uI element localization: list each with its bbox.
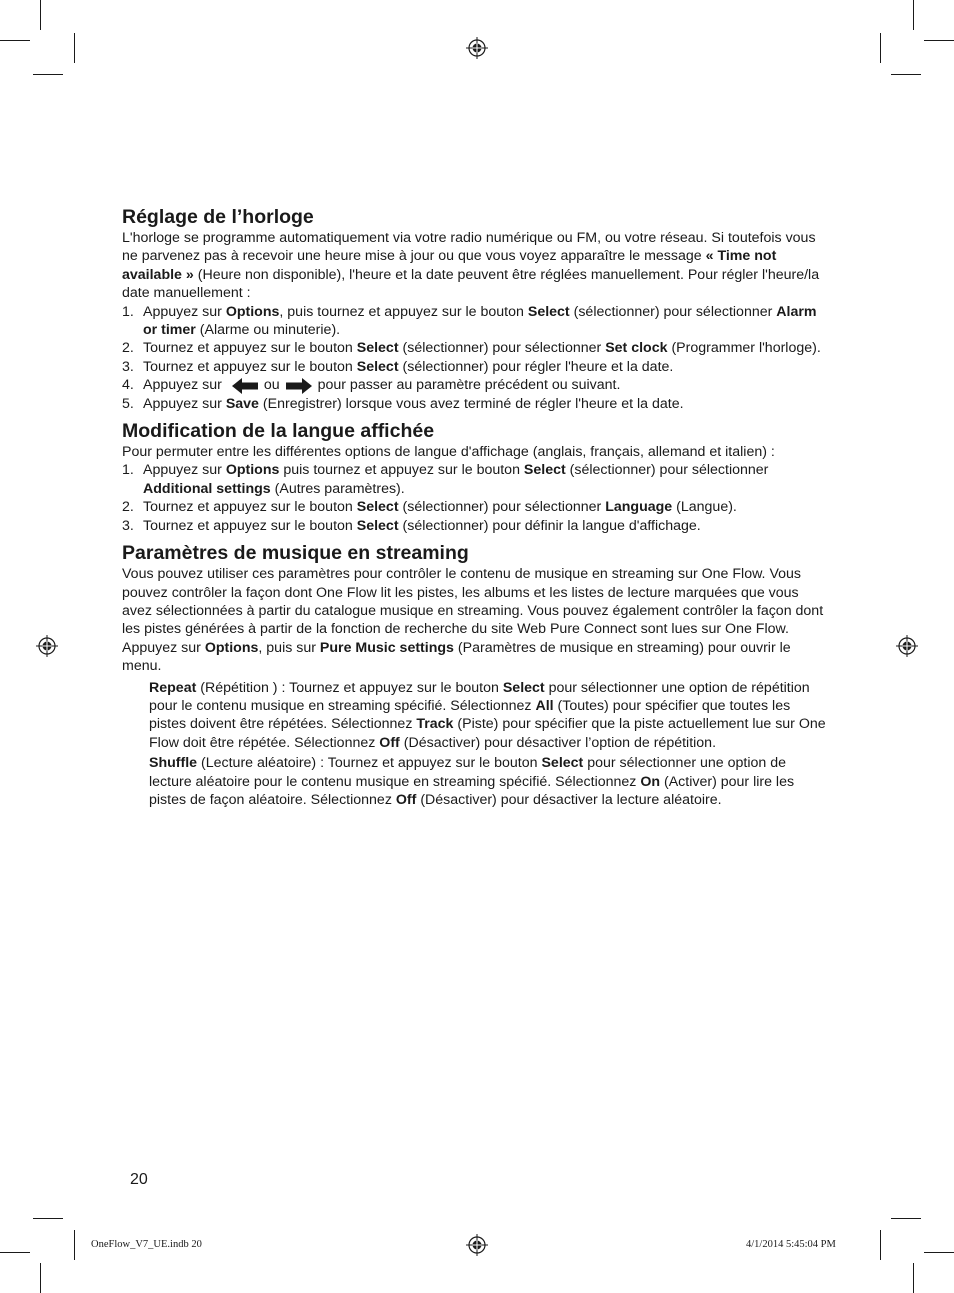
list-number: 3. bbox=[122, 517, 134, 534]
list-item bbox=[122, 303, 830, 340]
list-number: 5. bbox=[122, 395, 134, 412]
text-run: Vous pouvez utiliser ces paramètres pour contrôler le contenu de musique en streaming sur One Flow. Vous pouvez contrôler la façon dont One Flow lit les pistes, les albums et les listes de lecture marquées que vous avez sélectionnées à partir du catalogue musique en streaming. Vous pouvez également contrôler la façon dont les pistes générées à partir de la fonction de recherche du site Web Pure Connect sont lues sur One Flow. Appuyez sur bbox=[122, 566, 824, 656]
section-intro bbox=[122, 565, 830, 675]
list-text bbox=[143, 396, 684, 412]
text-run: puis tournez et appuyez sur le bouton bbox=[279, 462, 524, 479]
crop-mark bbox=[0, 1252, 30, 1253]
text-run: (sélectionner) pour sélectionner bbox=[398, 499, 606, 516]
text-run: Appuyez sur bbox=[143, 377, 226, 394]
section-streaming bbox=[122, 541, 830, 809]
list-text bbox=[143, 462, 768, 496]
crop-mark bbox=[40, 1263, 41, 1293]
arrow-right-icon bbox=[286, 378, 312, 394]
text-run: (sélectionner) pour définir la langue d'affichage. bbox=[398, 517, 701, 534]
page-number: 20 bbox=[130, 1171, 148, 1188]
registration-mark-icon bbox=[466, 37, 488, 59]
bold-term: Options bbox=[204, 639, 259, 656]
section-intro bbox=[122, 443, 830, 461]
bold-term: Off bbox=[379, 734, 400, 751]
list-text bbox=[143, 340, 821, 356]
list-text bbox=[143, 304, 817, 338]
bold-term: Select bbox=[527, 303, 570, 320]
list-item bbox=[122, 339, 830, 357]
crop-mark bbox=[924, 1252, 954, 1253]
text-run: , puis sur bbox=[258, 639, 320, 656]
text-run: (Lecture aléatoire) : Tournez et appuyez sur le bouton bbox=[197, 755, 542, 772]
bold-term: « Time not available » bbox=[122, 248, 777, 283]
list-item bbox=[122, 498, 830, 516]
text-run: (Toutes) pour spécifier que toutes les pistes doivent être répétées. Sélectionnez bbox=[149, 697, 791, 733]
bold-term: Additional settings bbox=[143, 480, 271, 497]
crop-mark bbox=[33, 1218, 63, 1219]
registration-mark-icon bbox=[466, 1234, 488, 1256]
text-run: Appuyez sur bbox=[143, 303, 226, 320]
crop-mark bbox=[0, 40, 30, 41]
list-text bbox=[143, 377, 620, 393]
bold-term: Select bbox=[356, 358, 399, 375]
text-run: Appuyez sur bbox=[143, 462, 226, 479]
repeat-paragraph bbox=[149, 679, 830, 753]
text-run: L'horloge se programme automatiquement via votre radio numérique ou FM, ou votre réseau. Si toutefois vous ne parvenez pas à recevoir une heure mise à jour ou que vous voyez apparaître le message bbox=[122, 230, 816, 265]
text-run: (Enregistrer) lorsque vous avez terminé de régler l'heure et la date. bbox=[258, 395, 684, 412]
text-run: (Langue). bbox=[672, 499, 737, 516]
text-run: (sélectionner) pour régler l'heure et la date. bbox=[398, 358, 674, 375]
section-heading: Modification de la langue affichée bbox=[122, 420, 435, 443]
bold-term: Select bbox=[502, 679, 545, 696]
registration-mark-icon bbox=[36, 635, 58, 657]
list-item bbox=[122, 517, 830, 535]
text-run: (Piste) pour spécifier que la piste actuellement lue sur One Flow doit être répétée. Sélectionnez bbox=[149, 716, 826, 751]
bold-term: Select bbox=[356, 340, 399, 357]
text-run: (Répétition ) : Tournez et appuyez sur le bouton bbox=[196, 679, 503, 696]
text-run: (Autres paramètres). bbox=[270, 480, 405, 497]
text-run: Tournez et appuyez sur le bouton bbox=[143, 499, 357, 516]
list-number: 1. bbox=[122, 303, 134, 320]
text-run: (Programmer l'horloge). bbox=[667, 340, 821, 357]
bold-term: Pure Music settings bbox=[319, 639, 454, 656]
text-run: Pour permuter entre les différentes options de langue d'affichage (anglais, français, allemand et italien) : bbox=[122, 444, 775, 461]
section-intro bbox=[122, 229, 830, 303]
list-number: 4. bbox=[122, 377, 134, 394]
text-run: (Désactiver) pour désactiver l’option de répétition. bbox=[399, 734, 717, 751]
bold-term: Track bbox=[416, 716, 454, 733]
crop-mark bbox=[74, 1230, 75, 1260]
bold-term: Select bbox=[523, 462, 566, 479]
text-run: (Désactiver) pour désactiver la lecture aléatoire. bbox=[416, 791, 722, 808]
crop-mark bbox=[891, 1218, 921, 1219]
list-number: 2. bbox=[122, 499, 134, 516]
list-number: 2. bbox=[122, 340, 134, 357]
bold-term: Save bbox=[225, 395, 259, 412]
list-item bbox=[122, 376, 830, 394]
text-run: (Paramètres de musique en streaming) pour ouvrir le menu. bbox=[122, 639, 791, 675]
text-run: pour sélectionner une option de répétition pour le contenu musique en streaming spécifié. Sélectionnez bbox=[149, 679, 810, 714]
bold-term: Off bbox=[395, 791, 417, 808]
text-run: (Activer) pour lire les pistes de façon aléatoire. Sélectionnez bbox=[149, 773, 795, 808]
text-run: ou bbox=[263, 377, 280, 394]
bold-term: Shuffle bbox=[149, 755, 198, 772]
bold-term: Repeat bbox=[149, 679, 197, 696]
text-run: Appuyez sur bbox=[143, 395, 226, 412]
section-heading: Réglage de l’horloge bbox=[122, 206, 314, 228]
list-item bbox=[122, 461, 830, 498]
text-run: (Heure non disponible), l'heure et la date peuvent être réglées manuellement. Pour régler l'heure/la date manuellement : bbox=[122, 266, 820, 302]
list-number: 3. bbox=[122, 358, 134, 375]
steps-list bbox=[122, 303, 830, 413]
slug-filename: OneFlow_V7_UE.indb 20 bbox=[91, 1239, 202, 1250]
bold-term: On bbox=[640, 773, 661, 790]
text-run: (Alarme ou minuterie). bbox=[195, 322, 341, 339]
list-item bbox=[122, 358, 830, 376]
crop-mark bbox=[913, 0, 914, 30]
bold-term: Options bbox=[225, 462, 280, 479]
crop-mark bbox=[40, 0, 41, 30]
bold-term: Alarm or timer bbox=[143, 303, 817, 339]
section-heading: Paramètres de musique en streaming bbox=[122, 542, 469, 565]
text-run: Tournez et appuyez sur le bouton bbox=[143, 517, 357, 534]
text-run: (sélectionner) pour sélectionner bbox=[398, 340, 606, 357]
bold-term: Select bbox=[356, 517, 399, 534]
bold-term: Options bbox=[225, 303, 280, 320]
text-run: Tournez et appuyez sur le bouton bbox=[143, 358, 357, 375]
text-run: (sélectionner) pour sélectionner bbox=[569, 303, 777, 320]
crop-mark bbox=[880, 33, 881, 63]
text-run: Tournez et appuyez sur le bouton bbox=[143, 340, 357, 357]
crop-mark bbox=[891, 74, 921, 75]
list-text bbox=[143, 359, 673, 375]
shuffle-paragraph bbox=[149, 754, 830, 809]
text-run: pour passer au paramètre précédent ou suivant. bbox=[317, 377, 621, 394]
crop-mark bbox=[33, 74, 63, 75]
section-language bbox=[122, 419, 830, 535]
bold-term: Set clock bbox=[605, 340, 668, 357]
section-clock bbox=[122, 205, 830, 413]
text-run: , puis tournez et appuyez sur le bouton bbox=[279, 303, 528, 320]
text-run: (sélectionner) pour sélectionner bbox=[565, 462, 769, 479]
page-content bbox=[122, 205, 830, 809]
crop-mark bbox=[880, 1230, 881, 1260]
bold-term: Select bbox=[356, 499, 399, 516]
list-number: 1. bbox=[122, 462, 134, 479]
crop-mark bbox=[74, 33, 75, 63]
arrow-left-icon bbox=[232, 378, 258, 394]
bold-term: All bbox=[535, 697, 554, 714]
crop-mark bbox=[913, 1263, 914, 1293]
slug-timestamp: 4/1/2014 5:45:04 PM bbox=[746, 1239, 836, 1250]
registration-mark-icon bbox=[896, 635, 918, 657]
steps-list bbox=[122, 461, 830, 535]
text-run: pour sélectionner une option de lecture aléatoire pour le contenu musique en streaming spécifié. Sélectionnez bbox=[149, 755, 786, 790]
list-text bbox=[143, 518, 701, 534]
bold-term: Select bbox=[541, 755, 584, 772]
list-item bbox=[122, 395, 830, 413]
list-text bbox=[143, 499, 737, 515]
bold-term: Language bbox=[605, 499, 673, 516]
crop-mark bbox=[924, 40, 954, 41]
